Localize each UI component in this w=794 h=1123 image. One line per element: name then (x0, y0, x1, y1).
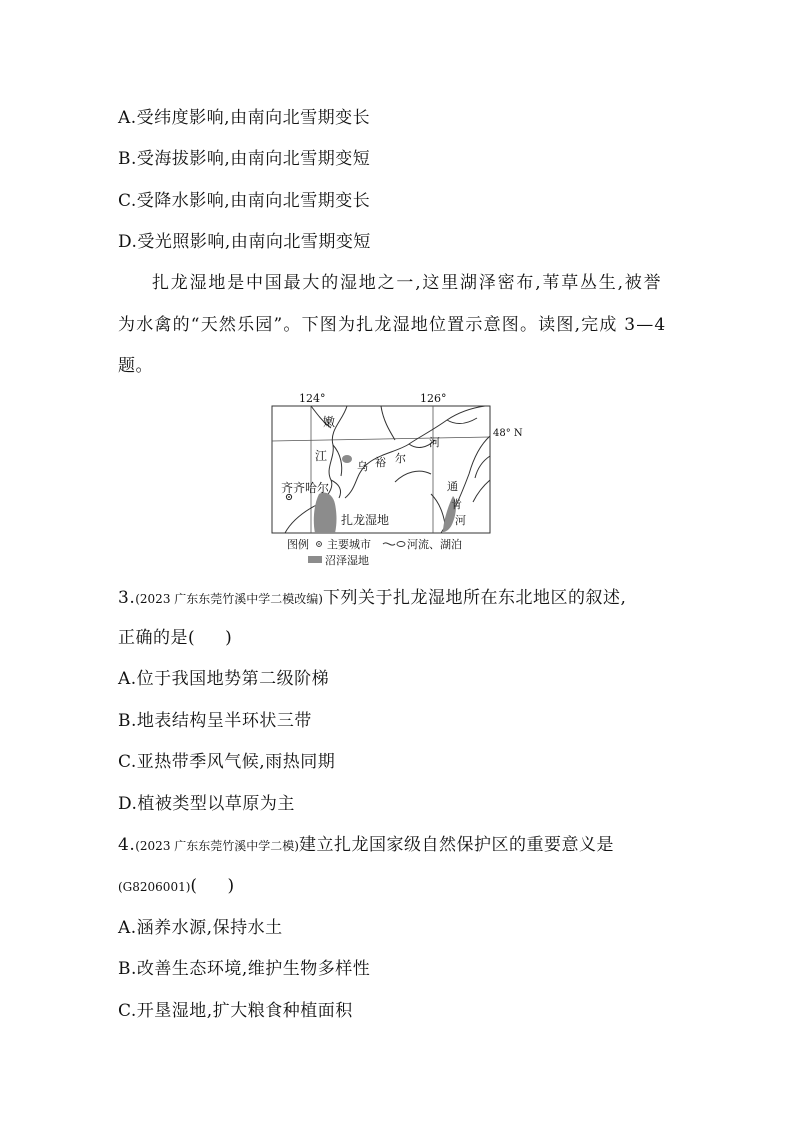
city-marker-dot (288, 496, 290, 498)
label-tongken-3: 河 (455, 514, 466, 527)
q4-stem-line-2 (118, 876, 235, 897)
legend-title: 图例 (287, 538, 309, 551)
river-nen-trib-3 (331, 480, 341, 498)
q3-stem-1: 下列关于扎龙湿地所在东北地区的叙述, (322, 588, 627, 608)
legend-lake-icon (397, 542, 405, 547)
q2-option-a: A.受纬度影响,由南向北雪期变长 (118, 108, 371, 128)
q3-stem-line-1 (118, 588, 626, 609)
q3-option-c: C.亚热带季风气候,雨热同期 (118, 752, 336, 772)
label-tongken-1: 通 (447, 480, 458, 493)
river-wuyuer-trib-2 (381, 406, 395, 440)
legend-river-icon (383, 543, 395, 545)
passage-line-3: 题。 (118, 356, 153, 376)
label-tongken-2: 肯 (451, 498, 462, 511)
label-126: 126° (420, 392, 447, 405)
river-wuyuer (345, 406, 485, 498)
river-nen-trib-2 (333, 445, 342, 476)
label-wuyuer-1: 乌 (357, 460, 368, 473)
q4-option-c: C.开垦湿地,扩大粮食种植面积 (118, 1001, 353, 1021)
wetland-zhalong (314, 492, 337, 533)
q4-source: (2023 广东东莞竹溪中学二模) (135, 839, 299, 853)
label-zhalong-wetland: 扎龙湿地 (341, 513, 390, 527)
q3-number: 3. (118, 588, 136, 608)
label-river-nen-2: 江 (315, 449, 328, 463)
label-river-nen-1: 嫩 (323, 415, 336, 429)
q4-close: ) (227, 876, 235, 896)
legend-city-dot (318, 543, 320, 545)
label-river-he: 河 (429, 436, 440, 449)
river-wuyuer-trib-3 (447, 418, 477, 424)
legend-wetland-label: 沼泽湿地 (325, 554, 369, 567)
zhalong-location-map (271, 390, 526, 575)
wetland-small (342, 455, 352, 463)
legend-city-label: 主要城市 (327, 538, 371, 551)
passage-line-1: 扎龙湿地是中国最大的湿地之一,这里湖泽密布,苇草丛生,被誉 (152, 273, 663, 293)
q4-paren-open: ( (190, 876, 198, 896)
q3-source: (2023 广东东莞竹溪中学二模改编) (135, 592, 323, 606)
q4-code: (G8206001) (118, 880, 191, 894)
q3-stem-2: 正确的是( (118, 628, 196, 648)
river-east-stream (395, 471, 431, 482)
q2-option-b: B.受海拔影响,由南向北雪期变短 (118, 149, 371, 169)
river-tongken-trib-2 (473, 480, 490, 502)
map-legend (287, 537, 462, 567)
q3-stem-line-2 (118, 628, 232, 648)
q3-option-a: A.位于我国地势第二级阶梯 (118, 669, 330, 689)
parallel-48n (272, 437, 490, 441)
legend-river-label: 河流、湖泊 (407, 538, 462, 551)
label-wuyuer-2: 裕 (375, 456, 386, 469)
q3-option-b: B.地表结构呈半环状三带 (118, 711, 312, 731)
q4-stem: 建立扎龙国家级自然保护区的重要意义是 (298, 835, 614, 855)
q4-option-b: B.改善生态环境,维护生物多样性 (118, 959, 371, 979)
q4-number: 4. (118, 835, 136, 855)
label-48n: 48° N (493, 428, 523, 439)
river-tongken-trib-1 (475, 456, 490, 478)
label-wuyuer-3: 尔 (395, 452, 406, 465)
label-qiqihar: 齐齐哈尔 (281, 481, 330, 495)
q2-option-c: C.受降水影响,由南向北雪期变长 (118, 191, 371, 211)
q2-option-d: D.受光照影响,由南向北雪期变短 (118, 232, 371, 252)
passage-line-2: 为水禽的“天然乐园”。下图为扎龙湿地位置示意图。读图,完成 3—4 (118, 315, 667, 335)
q3-close: ) (225, 628, 233, 648)
legend-wetland-icon (308, 556, 322, 563)
q3-option-d: D.植被类型以草原为主 (118, 794, 295, 814)
label-124: 124° (299, 392, 326, 405)
q4-option-a: A.涵养水源,保持水土 (118, 918, 283, 938)
q4-stem-line-1 (118, 835, 614, 856)
